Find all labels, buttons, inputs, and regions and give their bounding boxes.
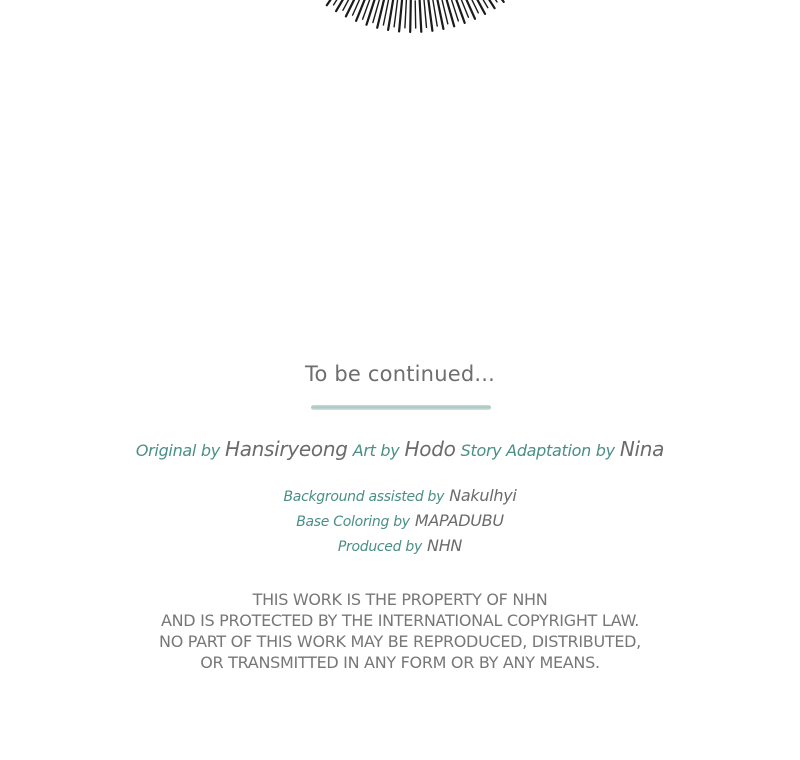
burst-line: [432, 0, 437, 26]
burst-line: [420, 0, 422, 32]
coloring-credit: [0, 511, 800, 530]
burst-line: [405, 0, 407, 28]
background-credit: [0, 486, 800, 505]
burst-line: [415, 1, 416, 28]
radial-burst-illustration: [0, 0, 800, 60]
produced-role: Produced by: [337, 539, 422, 555]
main-credits: [0, 437, 800, 461]
to-be-continued-text: To be continued...: [305, 362, 495, 386]
burst-line: [388, 0, 394, 30]
coloring-role: Base Coloring by: [296, 514, 410, 530]
story-name: Nina: [619, 437, 665, 461]
burst-line: [383, 0, 388, 25]
produced-name: NHN: [427, 536, 463, 555]
burst-line: [410, 0, 411, 32]
art-role: Art by: [352, 441, 400, 460]
copyright-line: OR TRANSMITTED IN ANY FORM OR BY ANY MEANS.: [200, 653, 600, 672]
burst-line: [428, 0, 432, 31]
copyright-line: THIS WORK IS THE PROPERTY OF NHN: [252, 590, 548, 609]
coloring-name: MAPADUBU: [414, 511, 504, 530]
burst-line: [399, 1, 402, 32]
original-name: Hansiryeong: [224, 437, 348, 461]
burst-line: [424, 0, 427, 27]
story-role: Story Adaptation by: [460, 441, 615, 460]
divider-rule: [311, 405, 491, 410]
producer-credit: [0, 536, 800, 555]
copyright-line: NO PART OF THIS WORK MAY BE REPRODUCED, DISTRIBUTED,: [159, 632, 641, 651]
background-name: Nakulhyi: [449, 486, 517, 505]
burst-line: [394, 0, 398, 27]
original-role: Original by: [135, 441, 220, 460]
art-name: Hodo: [404, 437, 456, 461]
copyright-line: AND IS PROTECTED BY THE INTERNATIONAL COPYRIGHT LAW.: [160, 611, 640, 630]
background-role: Background assisted by: [283, 489, 445, 505]
copyright-notice: [0, 589, 800, 673]
